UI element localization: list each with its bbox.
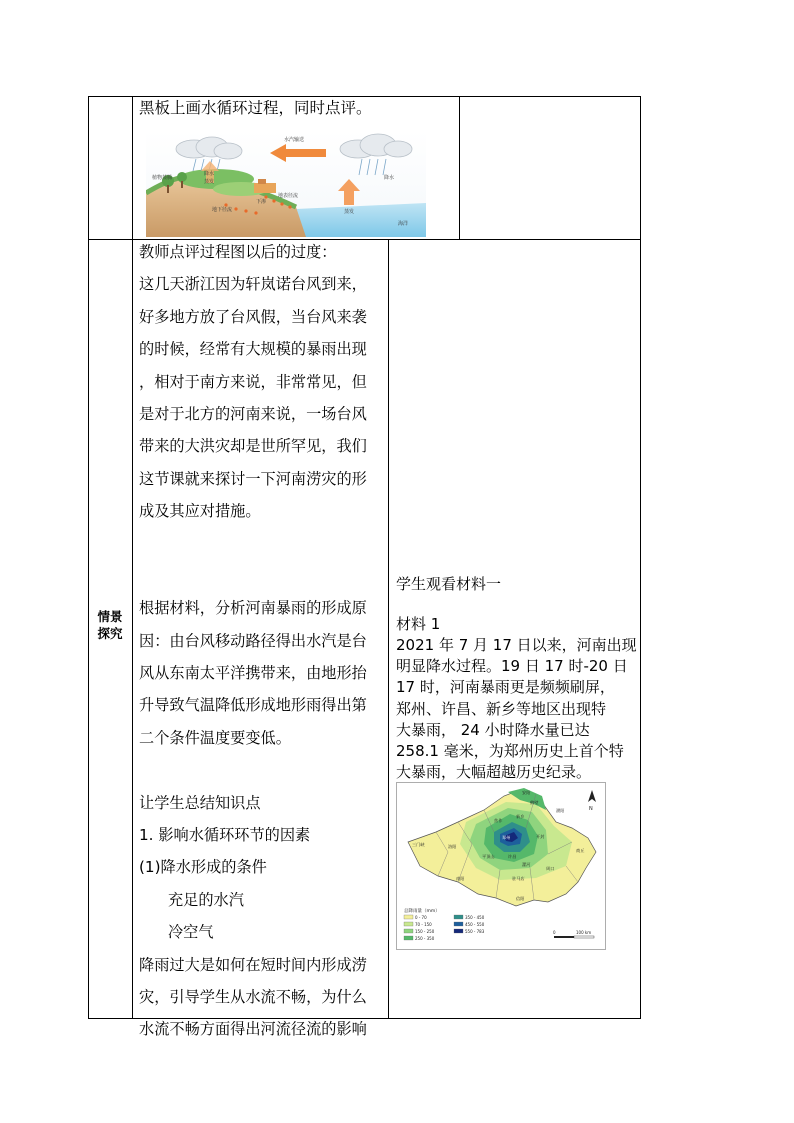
legend-label: 70 - 150 (415, 922, 432, 927)
text-line: 充足的水汽 (139, 890, 244, 909)
material-title: 材料 1 (396, 615, 441, 633)
col-divider-row2 (388, 239, 389, 1019)
map-place: 周口 (546, 866, 555, 871)
diagram-label: 植物蒸腾 (152, 175, 173, 181)
text-line: 1. 影响水循环环节的因素 (139, 826, 311, 845)
map-place: 开封 (536, 834, 545, 839)
text-line: 好多地方放了台风假，当台风来袭 (139, 307, 367, 326)
material-text (396, 635, 637, 783)
text-line: 教师点评过程图以后的过度： (139, 243, 337, 261)
map-place: 商丘 (576, 848, 585, 853)
material-line: 郑州、许昌、新乡等地区出现特 (396, 699, 607, 718)
scale-right: 100 km (576, 930, 592, 935)
material-line: 明显降水过程。19 日 17 时-20 日 (396, 657, 628, 676)
diagram-label: 降水 (384, 175, 395, 181)
legend-label: 250 - 350 (415, 936, 435, 941)
map-place: 驻马店 (512, 876, 525, 881)
col-divider-row1 (459, 96, 460, 239)
map-place: 信阳 (516, 896, 525, 901)
map-place: 新乡 (516, 814, 525, 819)
legend-label: 150 - 250 (415, 929, 435, 934)
map-place: 平顶山 (482, 854, 495, 859)
legend-swatch (404, 936, 413, 940)
map-place: 许昌 (508, 854, 517, 859)
legend-label: 0 - 70 (415, 915, 427, 920)
diagram-label: 蒸发 (344, 209, 355, 215)
legend-swatch (404, 929, 413, 933)
map-place: 南阳 (456, 876, 465, 881)
scale-left: 0 (553, 930, 556, 935)
material-line: 17 时，河南暴雨更是频频刷屏， (396, 678, 615, 697)
legend-label: 450 - 550 (465, 922, 485, 927)
text-line: 的时候，经常有大规模的暴雨出现 (139, 340, 367, 359)
diagram-label: 水汽输送 (284, 137, 305, 143)
diagram-label: 蒸发 (204, 179, 215, 185)
diagram-label: 地表径流 (278, 193, 299, 199)
legend-swatch (404, 922, 413, 926)
legend-swatch (454, 929, 463, 933)
water-cycle-diagram (146, 131, 426, 237)
diagram-label: 降水 (204, 171, 215, 177)
map-place: 鹤壁 (530, 800, 539, 805)
text-line: 冷空气 (139, 923, 214, 942)
legend-swatch (454, 922, 463, 926)
student-heading: 学生观看材料一 (396, 575, 502, 593)
text-line (139, 560, 367, 592)
text-line: 是对于北方的河南来说，一场台风 (139, 404, 367, 423)
section-label-line: 探究 (97, 626, 123, 641)
map-place: 漯河 (522, 862, 531, 867)
legend-label: 550 - 783 (465, 929, 485, 934)
map-place: 焦作 (494, 818, 503, 823)
text-line: 风从东南太平洋携带来，由地形抬 (139, 664, 367, 683)
diagram-label: 海洋 (398, 221, 409, 227)
legend-swatch (404, 915, 413, 919)
legend-swatch (454, 915, 463, 919)
legend-label: 350 - 450 (465, 915, 485, 920)
text-line: 这节课就来探讨一下河南涝灾的形 (139, 469, 367, 488)
text-line: 二个条件温度要变低。 (139, 728, 291, 747)
text-line: 水流不畅方面得出河流径流的影响 (139, 1020, 367, 1039)
teacher-activity-text (139, 236, 367, 1046)
text-line: 灾，引导学生从水流不畅，为什么 (139, 987, 367, 1006)
material-line: 2021 年 7 月 17 日以来，河南出现 (396, 636, 637, 654)
row1-text: 黑板上画水循环过程，同时点评。 (139, 99, 372, 117)
text-line: 让学生总结知识点 (139, 793, 261, 812)
section-label (91, 608, 129, 642)
text-line: 成及其应对措施。 (139, 502, 261, 521)
text-line (139, 754, 367, 786)
material-line: 大暴雨，大幅超越历史纪录。 (396, 763, 592, 782)
text-line (139, 528, 367, 560)
text-line: (1)降水形成的条件 (139, 858, 267, 877)
text-line: 因：由台风移动路径得出水汽是台 (139, 631, 367, 650)
diagram-label: 地下径流 (212, 207, 233, 213)
north-label: N (589, 806, 593, 812)
material-line: 大暴雨， 24 小时降水量已达 (396, 720, 590, 739)
text-line: 这几天浙江因为轩岚诺台风到来， (139, 275, 367, 294)
text-line: ，相对于南方来说，非常常见，但 (139, 372, 367, 391)
text-line: 降雨过大是如何在短时间内形成涝 (139, 955, 367, 974)
text-line: 升导致气温降低形成地形雨得出第 (139, 696, 367, 715)
legend-title: 总降雨量（mm） (404, 909, 440, 914)
col-divider-label (132, 96, 133, 1019)
material-line: 258.1 毫米，为郑州历史上首个特 (396, 741, 624, 760)
text-line: 带来的大洪灾却是世所罕见，我们 (139, 437, 367, 456)
map-place: 濮阳 (556, 808, 565, 813)
diagram-label: 下渗 (256, 199, 267, 205)
map-place: 三门峡 (412, 842, 425, 847)
section-label-line: 情景 (97, 609, 123, 624)
map-place: 郑州 (502, 835, 511, 840)
map-place: 洛阳 (448, 844, 457, 849)
map-place: 安阳 (522, 790, 531, 795)
henan-rainfall-map (396, 782, 606, 950)
text-line: 根据材料，分析河南暴雨的形成原 (139, 599, 367, 618)
